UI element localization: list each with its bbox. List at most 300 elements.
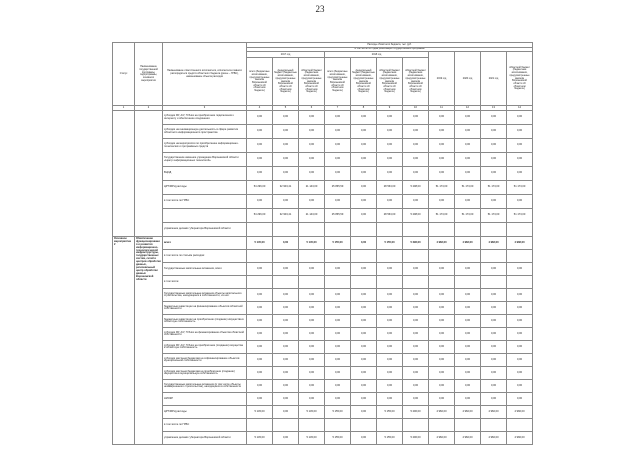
value-cell: [481, 223, 507, 237]
value-cell: 0,00: [403, 341, 429, 354]
value-cell: 0,00: [247, 302, 273, 315]
value-cell: 0,00: [481, 289, 507, 302]
value-cell: 0,00: [299, 393, 325, 406]
value-cell: [429, 223, 455, 237]
value-cell: 0,00: [299, 328, 325, 341]
table-row: [113, 432, 533, 445]
value-cell: [325, 276, 351, 289]
value-cell: [507, 276, 533, 289]
column-number: 9: [377, 106, 403, 111]
value-cell: 0,00: [481, 153, 507, 167]
value-cell: 5 145,00: [247, 432, 273, 445]
value-cell: 0,00: [455, 167, 481, 181]
value-cell: 0,00: [377, 302, 403, 315]
header-year-2020: 2020 год: [455, 52, 481, 106]
table-row: [113, 139, 533, 153]
table-row: [113, 393, 533, 406]
value-cell: 0,00: [429, 167, 455, 181]
program-cell: Обеспечение функционирования и развития информационно-технологической инфраструктуры, государственных систем, сетей и центров обработки данных, региональный центр обработки данных Воронежской области: [135, 237, 163, 445]
value-cell: 0,00: [403, 393, 429, 406]
value-cell: 0,00: [481, 328, 507, 341]
value-cell: 0,00: [403, 153, 429, 167]
value-cell: 0,00: [299, 263, 325, 276]
value-cell: [455, 250, 481, 263]
table-row: [113, 341, 533, 354]
value-cell: 0,00: [247, 139, 273, 153]
header-sub-all-2018: всего (бюджетные ассигнования, предусмотренные законом Воронежской области об областном бюджете): [325, 58, 351, 106]
value-cell: 5 145,00: [247, 237, 273, 250]
column-number: 5: [273, 106, 299, 111]
column-number: 2: [135, 106, 163, 111]
header-sub-obl: областной бюджет (бюджетные ассигнования, предусмотренные законом Воронежской области об областном бюджете): [507, 52, 533, 106]
value-cell: 0,00: [377, 167, 403, 181]
header-program: Наименование государственной программы, подпрограммы, основного мероприятия: [135, 43, 163, 106]
header-sub-reg-2017: областной бюджет (бюджетные ассигнования, предусмотренные законом Воронежской области об областном бюджете): [299, 58, 325, 106]
value-cell: 0,00: [377, 153, 403, 167]
value-cell: 0,00: [481, 263, 507, 276]
value-cell: 0,00: [481, 139, 507, 153]
value-cell: 0,00: [403, 367, 429, 380]
value-cell: 0,00: [299, 167, 325, 181]
column-number: 6: [299, 106, 325, 111]
table-row: [113, 237, 533, 250]
value-cell: 0,00: [351, 341, 377, 354]
value-cell: 0,00: [429, 302, 455, 315]
value-cell: [455, 276, 481, 289]
column-number: 3: [163, 106, 247, 111]
column-number: 12: [455, 106, 481, 111]
row-label: управление делами губернатора Воронежской области: [163, 223, 247, 237]
value-cell: 0,00: [377, 125, 403, 139]
value-cell: 0,00: [377, 289, 403, 302]
value-cell: 0,00: [455, 139, 481, 153]
value-cell: 0,00: [455, 367, 481, 380]
value-cell: [377, 276, 403, 289]
value-cell: 51 173,00: [507, 209, 533, 223]
value-cell: [351, 250, 377, 263]
value-cell: [247, 250, 273, 263]
header-sub-obl-2018: областной бюджет (бюджетные ассигнования, предусмотренные законом Воронежской области об областном бюджете): [403, 58, 429, 106]
value-cell: 0,00: [325, 328, 351, 341]
value-cell: 0,00: [273, 328, 299, 341]
table-row: [113, 195, 533, 209]
value-cell: 0,00: [481, 111, 507, 125]
table-row: [113, 354, 533, 367]
row-label: управление делами губернатора Воронежской области: [163, 432, 247, 445]
value-cell: 0,00: [507, 167, 533, 181]
value-cell: 0,00: [247, 354, 273, 367]
value-cell: 4 982,00: [429, 237, 455, 250]
row-label: в том числе по статьям расходов:: [163, 250, 247, 263]
value-cell: 0,00: [455, 111, 481, 125]
value-cell: 0,00: [507, 380, 533, 393]
value-cell: 5 296,00: [403, 406, 429, 419]
value-cell: 0,00: [273, 393, 299, 406]
value-cell: 0,00: [247, 380, 273, 393]
value-cell: [351, 276, 377, 289]
value-cell: 0,00: [507, 354, 533, 367]
value-cell: 5 145,00: [247, 406, 273, 419]
value-cell: [273, 250, 299, 263]
value-cell: 0,00: [299, 367, 325, 380]
value-cell: 0,00: [377, 111, 403, 125]
value-cell: 0,00: [455, 289, 481, 302]
row-label: бюджетные инвестиции на финансирование объектов областной собственности: [163, 302, 247, 315]
value-cell: 0,00: [325, 315, 351, 328]
value-cell: 0,00: [507, 195, 533, 209]
table-row: [113, 289, 533, 302]
value-cell: 0,00: [299, 139, 325, 153]
value-cell: 0,00: [481, 341, 507, 354]
value-cell: 0,00: [325, 393, 351, 406]
table-row: [113, 315, 533, 328]
value-cell: [377, 223, 403, 237]
value-cell: [429, 419, 455, 432]
value-cell: 54 296,00: [247, 181, 273, 195]
table-row: [113, 276, 533, 289]
table-row: [113, 181, 533, 195]
value-cell: 0,00: [351, 181, 377, 195]
value-cell: 0,00: [273, 302, 299, 315]
header-sub-fed-2018: федеральный бюджет (бюджетные ассигнования, предусмотренные законом Воронежской области об областном бюджете): [351, 58, 377, 106]
value-cell: 0,00: [351, 263, 377, 276]
row-label: субсидии ФУ, А/У, ГУ/Нез на финансирование объектов областной собственности: [163, 328, 247, 341]
value-cell: 0,00: [351, 406, 377, 419]
value-cell: 0,00: [273, 432, 299, 445]
column-number: 14: [507, 106, 533, 111]
value-cell: 0,00: [351, 153, 377, 167]
value-cell: 0,00: [455, 315, 481, 328]
value-cell: 28 563,00: [377, 181, 403, 195]
value-cell: 0,00: [299, 341, 325, 354]
value-cell: 4 982,00: [481, 406, 507, 419]
value-cell: 0,00: [403, 315, 429, 328]
table-row: [113, 250, 533, 263]
header-sub-fed-2017: федеральный бюджет (бюджетные ассигнования, предусмотренные законом Воронежской области об областном бюджете): [273, 58, 299, 106]
value-cell: 0,00: [507, 315, 533, 328]
value-cell: 0,00: [455, 263, 481, 276]
value-cell: 0,00: [247, 315, 273, 328]
value-cell: [325, 250, 351, 263]
value-cell: [351, 223, 377, 237]
value-cell: 0,00: [481, 167, 507, 181]
value-cell: 0,00: [299, 302, 325, 315]
value-cell: 4 982,00: [455, 432, 481, 445]
value-cell: [351, 419, 377, 432]
column-number: 11: [429, 106, 455, 111]
table-row: [113, 223, 533, 237]
column-number: 7: [325, 106, 351, 111]
value-cell: 0,00: [403, 111, 429, 125]
value-cell: 0,00: [429, 153, 455, 167]
budget-table: [112, 42, 533, 445]
header-source: Наименование ответственного исполнителя, исполнителя-главного распорядителя средств областного бюджета (далее – ГРБС), наименование объекта расходов: [163, 43, 247, 106]
value-cell: 0,00: [351, 209, 377, 223]
value-cell: [247, 223, 273, 237]
value-cell: 0,00: [403, 302, 429, 315]
value-cell: 0,00: [273, 167, 299, 181]
value-cell: 0,00: [299, 380, 325, 393]
value-cell: 0,00: [481, 195, 507, 209]
table-row: [113, 111, 533, 125]
value-cell: 51 173,00: [507, 181, 533, 195]
value-cell: [481, 419, 507, 432]
value-cell: 0,00: [351, 380, 377, 393]
table-row: [113, 167, 533, 181]
value-cell: 5 145,00: [299, 237, 325, 250]
value-cell: 0,00: [351, 167, 377, 181]
value-cell: 0,00: [507, 139, 533, 153]
value-cell: 0,00: [299, 125, 325, 139]
value-cell: [507, 250, 533, 263]
value-cell: 0,00: [481, 380, 507, 393]
value-cell: 0,00: [273, 406, 299, 419]
table-row: [113, 125, 533, 139]
value-cell: [273, 419, 299, 432]
value-cell: [377, 419, 403, 432]
row-label: ЦРТ/МРЦ расходы: [163, 406, 247, 419]
value-cell: [455, 419, 481, 432]
table-row: [113, 380, 533, 393]
value-cell: 5 296,00: [403, 237, 429, 250]
value-cell: 5 155,00: [325, 237, 351, 250]
value-cell: 0,00: [403, 289, 429, 302]
value-cell: 0,00: [403, 195, 429, 209]
value-cell: 0,00: [299, 315, 325, 328]
row-label: [163, 209, 247, 223]
value-cell: 0,00: [429, 125, 455, 139]
value-cell: 0,00: [273, 195, 299, 209]
value-cell: 0,00: [429, 195, 455, 209]
value-cell: 0,00: [351, 393, 377, 406]
value-cell: 32 903,41: [273, 181, 299, 195]
value-cell: 0,00: [507, 341, 533, 354]
page-number: 23: [315, 4, 325, 14]
value-cell: 0,00: [481, 367, 507, 380]
value-cell: 0,00: [377, 341, 403, 354]
value-cell: 0,00: [273, 111, 299, 125]
value-cell: 0,00: [325, 289, 351, 302]
value-cell: 0,00: [455, 341, 481, 354]
value-cell: [273, 276, 299, 289]
value-cell: 0,00: [299, 111, 325, 125]
value-cell: 0,00: [377, 354, 403, 367]
value-cell: 4 982,00: [507, 432, 533, 445]
value-cell: 0,00: [351, 315, 377, 328]
value-cell: 0,00: [273, 125, 299, 139]
value-cell: [403, 276, 429, 289]
value-cell: 0,00: [455, 393, 481, 406]
row-label: Государственные капитальные вложения, всего: [163, 263, 247, 276]
value-cell: 0,00: [377, 393, 403, 406]
row-label: ВЦОД: [163, 167, 247, 181]
value-cell: 0,00: [403, 125, 429, 139]
value-cell: [481, 250, 507, 263]
value-cell: [325, 223, 351, 237]
value-cell: 0,00: [299, 289, 325, 302]
value-cell: 21 143,00: [299, 209, 325, 223]
value-cell: 0,00: [403, 167, 429, 181]
value-cell: 0,00: [455, 354, 481, 367]
header-total: Расходы областного бюджета, тыс. руб.: [247, 43, 533, 48]
value-cell: 51 173,00: [429, 209, 455, 223]
value-cell: [403, 250, 429, 263]
value-cell: [247, 276, 273, 289]
table-row: [113, 209, 533, 223]
value-cell: [429, 250, 455, 263]
value-cell: 5 298,00: [403, 181, 429, 195]
value-cell: 0,00: [429, 328, 455, 341]
column-number: 1: [113, 106, 135, 111]
column-number: 13: [481, 106, 507, 111]
value-cell: 0,00: [325, 153, 351, 167]
value-cell: 0,00: [429, 111, 455, 125]
value-cell: 0,00: [325, 195, 351, 209]
value-cell: 0,00: [403, 263, 429, 276]
value-cell: 0,00: [325, 167, 351, 181]
value-cell: 0,00: [273, 354, 299, 367]
value-cell: 0,00: [429, 139, 455, 153]
row-label: субсидии ФУ, А/У, ГУ/Нез на приобретение (создание) имущества в областную собственность: [163, 341, 247, 354]
value-cell: 0,00: [273, 237, 299, 250]
value-cell: 0,00: [377, 195, 403, 209]
row-label: ЦРТ/МРЦ расходы: [163, 181, 247, 195]
value-cell: 0,00: [247, 328, 273, 341]
value-cell: 0,00: [351, 367, 377, 380]
value-cell: 0,00: [273, 367, 299, 380]
value-cell: [507, 419, 533, 432]
value-cell: [299, 223, 325, 237]
value-cell: [429, 276, 455, 289]
value-cell: 0,00: [325, 125, 351, 139]
value-cell: [455, 223, 481, 237]
value-cell: 0,00: [273, 289, 299, 302]
value-cell: 0,00: [351, 139, 377, 153]
value-cell: 0,00: [351, 125, 377, 139]
value-cell: 0,00: [351, 195, 377, 209]
row-label: в том числе по ГРБС: [163, 195, 247, 209]
row-label: Государственные капитальные вложения (в том числе объекты незавершенного строительства), находящиеся в собственности: [163, 380, 247, 393]
value-cell: 21 143,00: [299, 181, 325, 195]
value-cell: [273, 223, 299, 237]
value-cell: 0,00: [351, 111, 377, 125]
value-cell: 0,00: [247, 263, 273, 276]
value-cell: 0,00: [403, 328, 429, 341]
value-cell: 0,00: [403, 139, 429, 153]
value-cell: 0,00: [299, 153, 325, 167]
value-cell: 0,00: [455, 328, 481, 341]
value-cell: 0,00: [507, 111, 533, 125]
value-cell: 0,00: [325, 367, 351, 380]
value-cell: [507, 223, 533, 237]
column-number: 8: [351, 106, 377, 111]
value-cell: [299, 276, 325, 289]
value-cell: 5 155,00: [377, 237, 403, 250]
value-cell: 0,00: [507, 393, 533, 406]
value-cell: 5 145,00: [299, 406, 325, 419]
table-row: [113, 406, 533, 419]
value-cell: [299, 419, 325, 432]
value-cell: 0,00: [273, 153, 299, 167]
empty-status-cell: [113, 111, 135, 237]
value-cell: [403, 223, 429, 237]
value-cell: 0,00: [273, 380, 299, 393]
value-cell: 5 298,00: [403, 209, 429, 223]
value-cell: 5 145,00: [299, 432, 325, 445]
value-cell: 4 982,00: [481, 432, 507, 445]
value-cell: 0,00: [351, 328, 377, 341]
table-row: [113, 367, 533, 380]
value-cell: 0,00: [507, 289, 533, 302]
value-cell: 0,00: [377, 139, 403, 153]
value-cell: 0,00: [247, 167, 273, 181]
value-cell: [403, 419, 429, 432]
value-cell: 0,00: [455, 125, 481, 139]
value-cell: 4 982,00: [481, 237, 507, 250]
value-cell: 0,00: [429, 354, 455, 367]
table-row: [113, 328, 533, 341]
value-cell: 0,00: [351, 432, 377, 445]
value-cell: 0,00: [247, 289, 273, 302]
value-cell: 0,00: [377, 328, 403, 341]
value-cell: 25 865,59: [325, 181, 351, 195]
value-cell: 0,00: [429, 341, 455, 354]
value-cell: 0,00: [247, 111, 273, 125]
table-row: [113, 153, 533, 167]
row-label: бюджетные инвестиции на приобретение (создание) имущества в областную собственность: [163, 315, 247, 328]
value-cell: 51 173,00: [481, 181, 507, 195]
empty-program-cell: [135, 111, 163, 237]
value-cell: 0,00: [507, 125, 533, 139]
value-cell: 0,00: [325, 341, 351, 354]
value-cell: 0,00: [429, 380, 455, 393]
value-cell: 0,00: [377, 315, 403, 328]
table-row: [113, 302, 533, 315]
value-cell: 0,00: [247, 341, 273, 354]
header-year-2018: 2018 год: [325, 52, 429, 58]
value-cell: 4 982,00: [455, 237, 481, 250]
value-cell: 0,00: [455, 195, 481, 209]
value-cell: 0,00: [455, 153, 481, 167]
value-cell: 0,00: [507, 302, 533, 315]
value-cell: [481, 276, 507, 289]
value-cell: 5 155,00: [325, 432, 351, 445]
value-cell: 0,00: [377, 263, 403, 276]
header-sub-all-2017: всего (бюджетные ассигнования, предусмотренные законом Воронежской области об областном бюджете): [247, 58, 273, 106]
row-label: НИОКР: [163, 393, 247, 406]
header-year-2017: 2017 год: [247, 52, 325, 58]
row-label: субсидии на инновационную деятельность в сфере развития областного информационного пространства: [163, 125, 247, 139]
row-label: субсидии на мероприятия по приобретению информационно-технических и программных средств: [163, 139, 247, 153]
value-cell: 0,00: [325, 380, 351, 393]
value-cell: 4 982,00: [429, 432, 455, 445]
value-cell: 0,00: [481, 354, 507, 367]
value-cell: 0,00: [325, 263, 351, 276]
value-cell: 5 155,00: [325, 406, 351, 419]
value-cell: 28 563,00: [377, 209, 403, 223]
value-cell: 0,00: [247, 125, 273, 139]
row-label: субсидии местным бюджетам на софинансирование объектов муниципальной собственности: [163, 354, 247, 367]
value-cell: 25 865,59: [325, 209, 351, 223]
value-cell: 0,00: [429, 367, 455, 380]
value-cell: 0,00: [247, 367, 273, 380]
value-cell: 0,00: [351, 237, 377, 250]
header-status: Статус: [113, 43, 135, 106]
header-years: в том числе по годам реализации государственной программы: [247, 47, 533, 52]
row-label: всего: [163, 237, 247, 250]
value-cell: 0,00: [481, 302, 507, 315]
value-cell: 4 982,00: [429, 406, 455, 419]
